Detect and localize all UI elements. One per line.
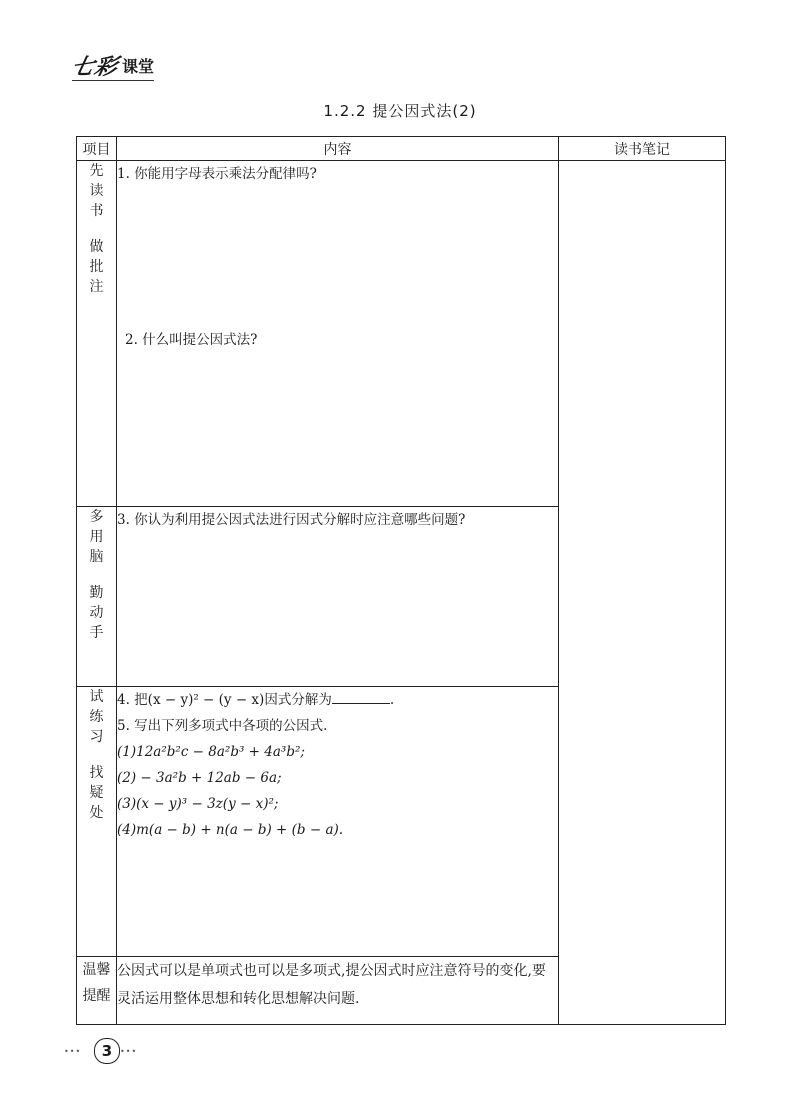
row-content-practice <box>117 687 559 957</box>
question-2: 2. 什么叫提公因式法? <box>125 332 258 348</box>
notes-area[interactable] <box>559 161 726 1025</box>
exercise-item: (1)12a²b²c − 8a²b³ + 4a³b²; <box>117 744 305 760</box>
footer-dots-right: ••• <box>120 1047 138 1056</box>
section-title: 1.2.2 提公因式法(2) <box>323 102 477 120</box>
exercise-item: (4)m(a − b) + n(a − b) + (b − a). <box>117 822 344 838</box>
row-label-reminder: 温馨 提醒 <box>77 957 117 1025</box>
question-4-text: 4. 把(x − y)² − (y − x)因式分解为 <box>117 692 332 708</box>
row-label-think: 多 用 脑 勤 动 手 <box>77 507 117 687</box>
brand-logo <box>68 44 172 84</box>
brand-word: 课堂 <box>122 57 155 76</box>
exercise-item: (2) − 3a²b + 12ab − 6a; <box>117 770 282 786</box>
page-number: 3 <box>94 1038 120 1064</box>
question-4-end: . <box>389 692 395 708</box>
row-label-read-first: 先 读 书 做 批 注 <box>77 161 117 507</box>
header-content: 内容 <box>117 137 559 161</box>
question-4 <box>117 687 558 713</box>
header-notes: 读书笔记 <box>559 137 726 161</box>
footer-dots-left: ••• <box>64 1047 82 1056</box>
brand-underline <box>72 80 154 81</box>
brand-script: 七彩 <box>68 54 121 80</box>
row-content-read-first <box>117 161 559 507</box>
header-row <box>77 137 726 161</box>
header-item: 项目 <box>77 137 117 161</box>
question-1: 1. 你能用字母表示乘法分配律吗? <box>117 166 317 182</box>
row-content-think <box>117 507 559 687</box>
page-footer <box>64 1038 144 1062</box>
row-read-first <box>77 161 726 507</box>
answer-blank[interactable] <box>332 689 390 704</box>
exercise-item: (3)(x − y)³ − 3z(y − x)²; <box>117 796 279 812</box>
study-table <box>76 136 726 1025</box>
question-5: 5. 写出下列多项式中各项的公因式. <box>117 718 328 734</box>
row-label-practice: 试 练 习 找 疑 处 <box>77 687 117 957</box>
reminder-text: 公因式可以是单项式也可以是多项式,提公因式时应注意符号的变化,要灵活运用整体思想和转化思想解决问题. <box>117 957 559 1025</box>
question-3: 3. 你认为利用提公因式法进行因式分解时应注意哪些问题? <box>117 512 466 528</box>
